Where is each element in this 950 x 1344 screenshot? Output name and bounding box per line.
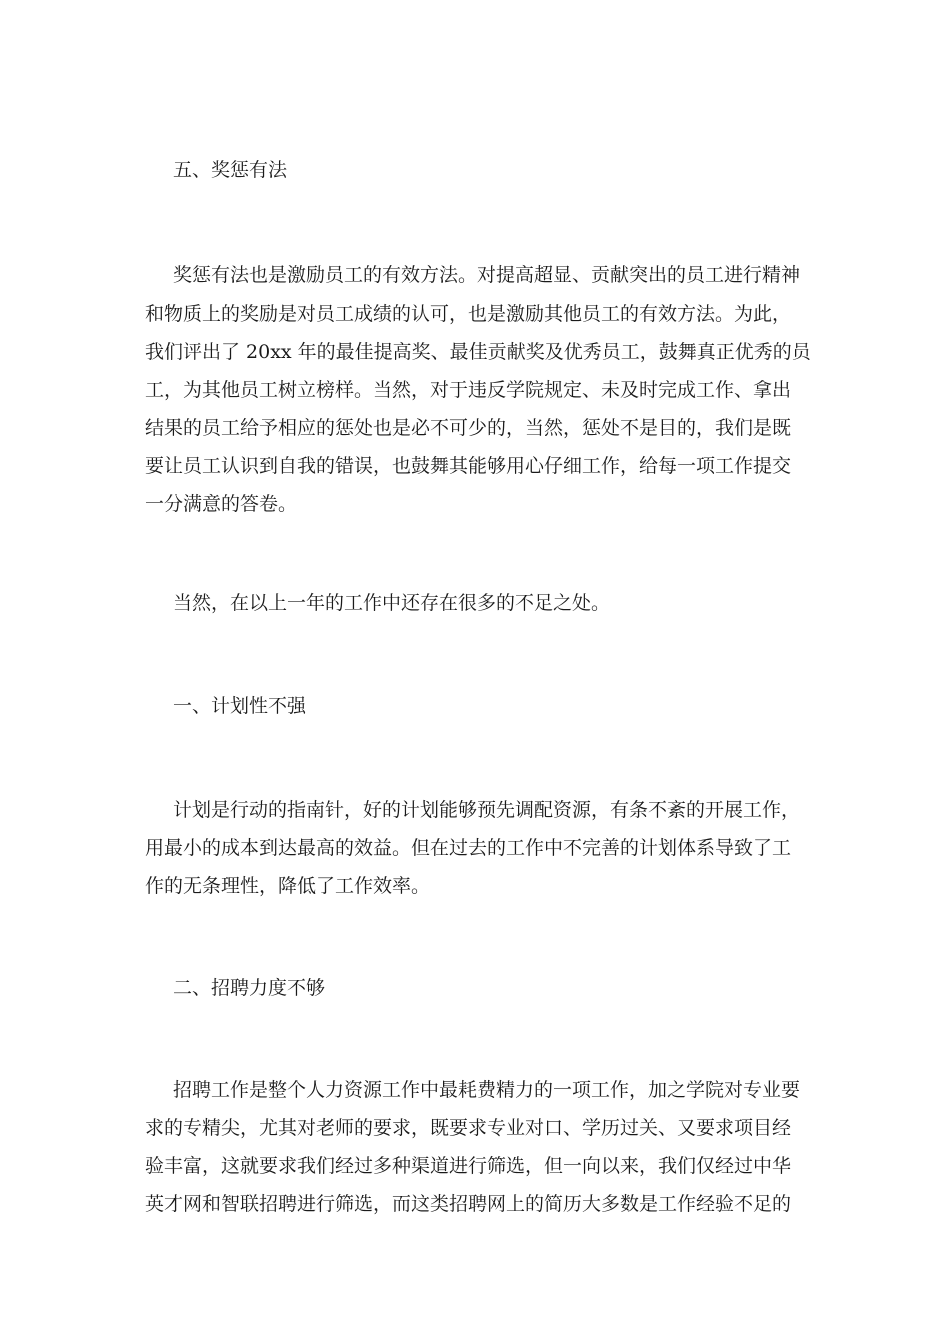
paragraph-line: 验丰富，这就要求我们经过多种渠道进行筛选，但一向以来，我们仅经过中华 xyxy=(145,1155,792,1177)
section-heading-planning: 一、计划性不强 xyxy=(173,695,307,717)
paragraph-line: 奖惩有法也是激励员工的有效方法。对提高超显、贡献突出的员工进行精神 xyxy=(173,264,801,286)
paragraph-line: 用最小的成本到达最高的效益。但在过去的工作中不完善的计划体系导致了工 xyxy=(145,837,792,859)
section-heading-rewards-punishments: 五、奖惩有法 xyxy=(173,159,288,181)
section-heading-recruitment: 二、招聘力度不够 xyxy=(173,977,326,999)
paragraph-line: 和物质上的奖励是对员工成绩的认可，也是激励其他员工的有效方法。为此， xyxy=(145,303,792,325)
paragraph-line: 要让员工认识到自我的错误，也鼓舞其能够用心仔细工作，给每一项工作提交 xyxy=(145,455,792,477)
paragraph-line: 一分满意的答卷。 xyxy=(145,493,298,515)
paragraph-line: 工，为其他员工树立榜样。当然，对于违反学院规定、未及时完成工作、拿出 xyxy=(145,379,792,401)
paragraph-line: 作的无条理性，降低了工作效率。 xyxy=(145,875,431,897)
paragraph-line: 求的专精尖，尤其对老师的要求，既要求专业对口、学历过关、又要求项目经 xyxy=(145,1117,792,1139)
paragraph-line: 结果的员工给予相应的惩处也是必不可少的，当然，惩处不是目的，我们是既 xyxy=(145,417,792,439)
paragraph-line: 我们评出了 20xx 年的最佳提高奖、最佳贡献奖及优秀员工，鼓舞真正优秀的员 xyxy=(145,341,811,363)
shortcomings-intro: 当然，在以上一年的工作中还存在很多的不足之处。 xyxy=(173,592,611,614)
paragraph-line: 计划是行动的指南针，好的计划能够预先调配资源，有条不紊的开展工作， xyxy=(173,799,801,821)
paragraph-line: 招聘工作是整个人力资源工作中最耗费精力的一项工作，加之学院对专业要 xyxy=(173,1079,801,1101)
paragraph-line: 英才网和智联招聘进行筛选，而这类招聘网上的简历大多数是工作经验不足的 xyxy=(145,1193,792,1215)
